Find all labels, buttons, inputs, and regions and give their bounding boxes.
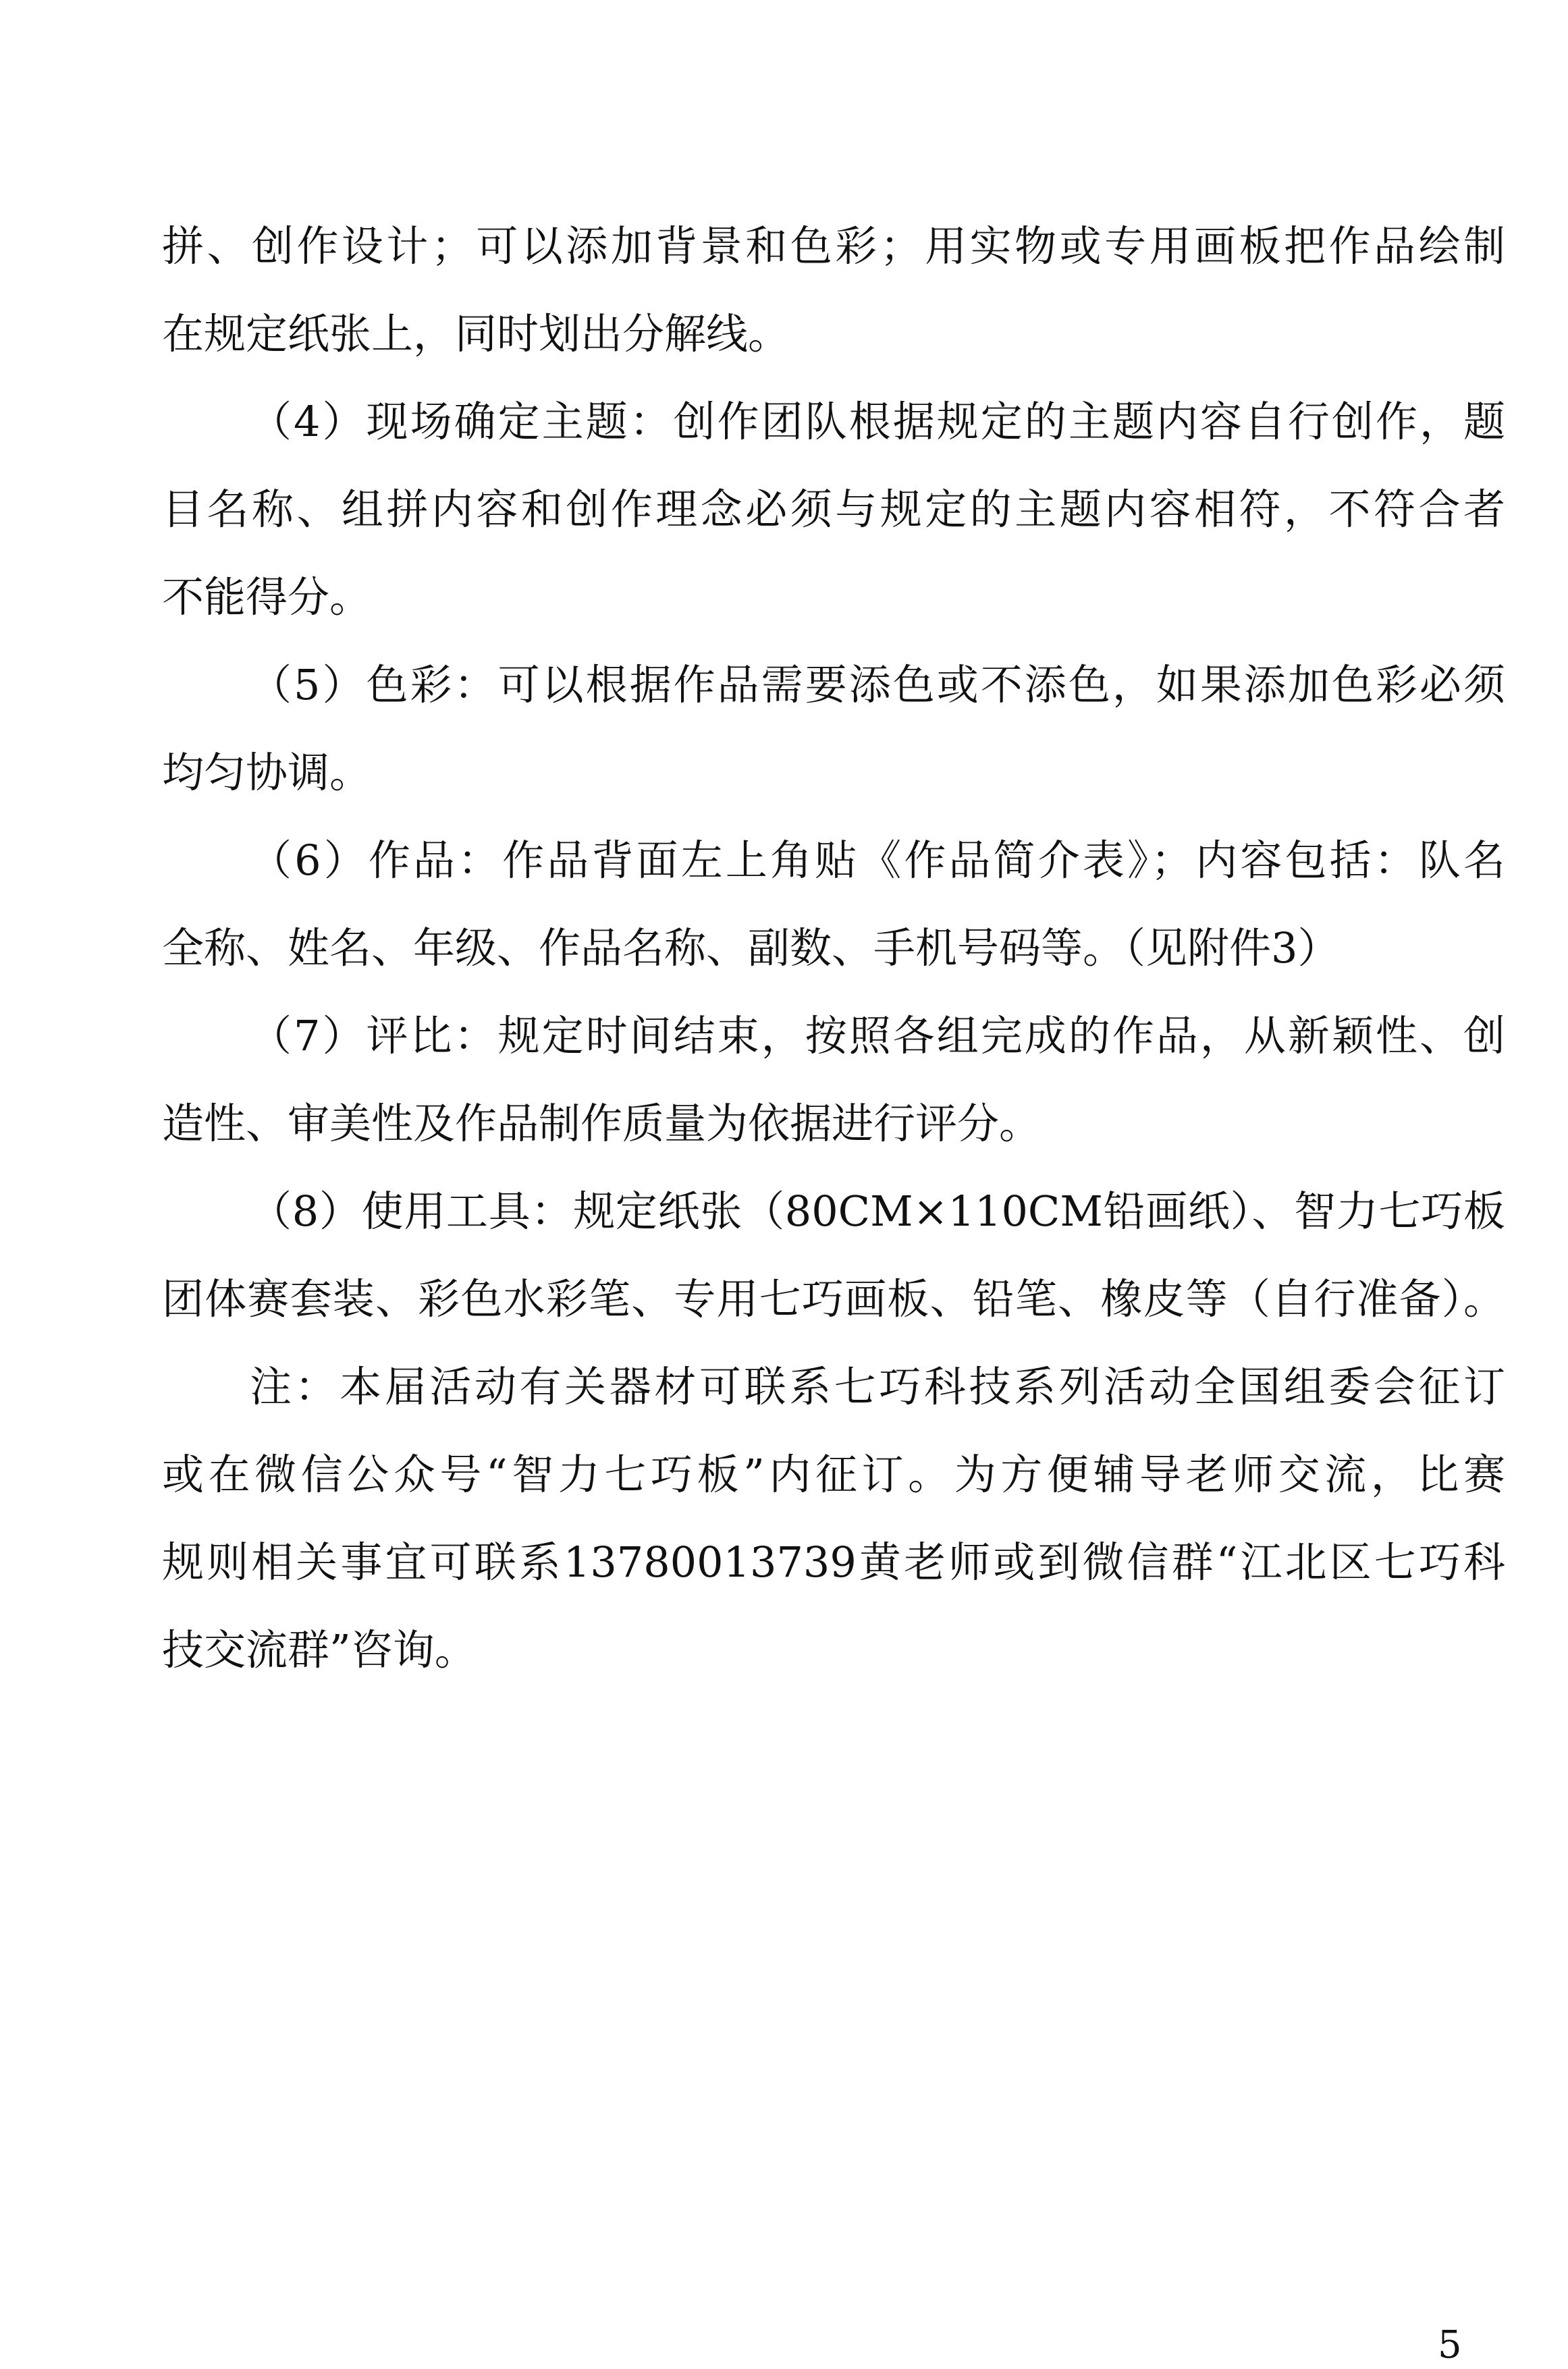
body-text-line: 注：本届活动有关器材可联系七巧科技系列活动全国组委会征订 xyxy=(250,1362,1505,1411)
body-text-line: （4）现场确定主题：创作团队根据规定的主题内容自行创作，题 xyxy=(250,397,1505,446)
body-text-line: （8）使用工具：规定纸张（80CM×110CM铅画纸）、智力七巧板 xyxy=(250,1187,1505,1236)
body-text-line: 目名称、组拼内容和创作理念必须与规定的主题内容相符，不符合者 xyxy=(162,485,1505,534)
body-text-line: （5）色彩：可以根据作品需要添色或不添色，如果添加色彩必须 xyxy=(250,660,1505,709)
body-text-line: 不能得分。 xyxy=(162,572,372,622)
page-number: 5 xyxy=(1438,2323,1462,2367)
body-text-line: 技交流群”咨询。 xyxy=(162,1625,477,1674)
body-text-line: （6）作品：作品背面左上角贴《作品简介表》；内容包括：队名 xyxy=(250,836,1505,885)
body-text-line: （7）评比：规定时间结束，按照各组完成的作品，从新颖性、创 xyxy=(250,1011,1505,1060)
body-text-line: 在规定纸张上，同时划出分解线。 xyxy=(162,309,790,358)
body-text-line: 均匀协调。 xyxy=(162,748,372,797)
body-text-line: 规则相关事宜可联系13780013739黄老师或到微信群“江北区七巧科 xyxy=(162,1537,1505,1587)
body-text-line: 团体赛套装、彩色水彩笔、专用七巧画板、铅笔、橡皮等（自行准备）。 xyxy=(162,1274,1505,1324)
body-text-line: 或在微信公众号“智力七巧板”内征订。为方便辅导老师交流，比赛 xyxy=(162,1450,1505,1499)
body-text-line: 全称、姓名、年级、作品名称、副数、手机号码等。（见附件3） xyxy=(162,923,1340,973)
body-text-line: 造性、审美性及作品制作质量为依据进行评分。 xyxy=(162,1099,1042,1148)
body-text-line: 拼、创作设计；可以添加背景和色彩；用实物或专用画板把作品绘制 xyxy=(162,221,1505,271)
